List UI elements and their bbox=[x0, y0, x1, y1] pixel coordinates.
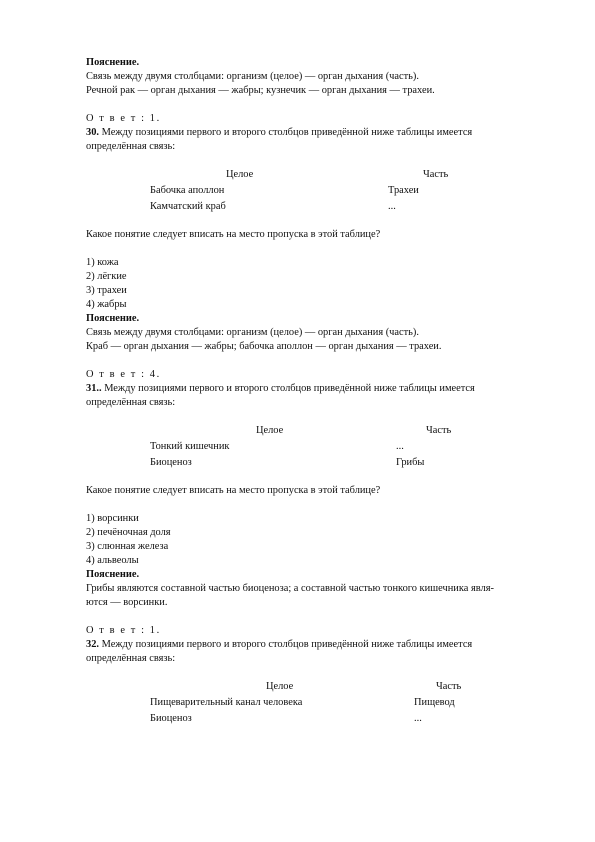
relation-table bbox=[86, 672, 526, 726]
answer-line: О т в е т : 4. bbox=[86, 369, 161, 380]
explanation-line: Речной рак — орган дыхания — жабры; кузнечик — орган дыхания — трахеи. bbox=[86, 85, 435, 96]
answer-line: О т в е т : 1. bbox=[86, 113, 161, 124]
answer-option: 3) слюнная железа bbox=[86, 541, 169, 552]
task-question-text: определённая связь: bbox=[86, 397, 176, 408]
table-header-part: Часть bbox=[423, 169, 449, 180]
explanation-heading: Пояснение. bbox=[86, 57, 140, 68]
table-cell-whole: Тонкий кишечник bbox=[150, 441, 230, 452]
task-question-text: Между позициями первого и второго столбцов приведённой ниже таблицы имеется bbox=[99, 127, 473, 138]
explanation-heading: Пояснение. bbox=[86, 313, 140, 324]
table-cell-part: Пищевод bbox=[414, 697, 455, 708]
task-number: 32. bbox=[86, 639, 99, 650]
task-question-text: Между позициями первого и второго столбцов приведённой ниже таблицы имеется bbox=[99, 639, 473, 650]
table-cell-whole: Камчатский краб bbox=[150, 201, 226, 212]
table-cell-whole: Пищеварительный канал человека bbox=[150, 697, 303, 708]
answer-option: 1) кожа bbox=[86, 257, 119, 268]
table-cell-part: ... bbox=[388, 201, 396, 212]
table-cell-part: ... bbox=[396, 441, 404, 452]
explanation-line: ются — ворсинки. bbox=[86, 597, 168, 608]
table-header-whole: Целое bbox=[256, 425, 284, 436]
explanation-line: Краб — орган дыхания — жабры; бабочка аполлон — орган дыхания — трахеи. bbox=[86, 341, 442, 352]
relation-table bbox=[86, 416, 526, 470]
task-question-text: определённая связь: bbox=[86, 141, 176, 152]
table-header-whole: Целое bbox=[266, 681, 294, 692]
task-number: 31.. bbox=[86, 383, 102, 394]
relation-table bbox=[86, 160, 526, 214]
table-header-part: Часть bbox=[436, 681, 462, 692]
answer-option: 4) альвеолы bbox=[86, 555, 139, 566]
table-cell-part: Трахеи bbox=[388, 185, 419, 196]
task-question bbox=[86, 638, 526, 652]
task-question-text: Между позициями первого и второго столбцов приведённой ниже таблицы имеется bbox=[101, 383, 475, 394]
task-question bbox=[86, 382, 526, 396]
answer-option: 2) печёночная доля bbox=[86, 527, 171, 538]
table-cell-whole: Бабочка аполлон bbox=[150, 185, 225, 196]
explanation-line: Связь между двумя столбцами: организм (целое) — орган дыхания (часть). bbox=[86, 327, 419, 338]
table-cell-whole: Биоценоз bbox=[150, 457, 192, 468]
table-cell-whole: Биоценоз bbox=[150, 713, 192, 724]
task-prompt: Какое понятие следует вписать на место пропуска в этой таблице? bbox=[86, 485, 381, 496]
table-header-whole: Целое bbox=[226, 169, 254, 180]
task-question-text: определённая связь: bbox=[86, 653, 176, 664]
task-question bbox=[86, 126, 526, 140]
table-header-part: Часть bbox=[426, 425, 452, 436]
answer-option: 3) трахеи bbox=[86, 285, 127, 296]
task-prompt: Какое понятие следует вписать на место пропуска в этой таблице? bbox=[86, 229, 381, 240]
answer-option: 4) жабры bbox=[86, 299, 127, 310]
explanation-line: Грибы являются составной частью биоценоза; а составной частью тонкого кишечника явля- bbox=[86, 583, 494, 594]
task-number: 30. bbox=[86, 127, 99, 138]
answer-option: 1) ворсинки bbox=[86, 513, 139, 524]
answer-option: 2) лёгкие bbox=[86, 271, 127, 282]
table-cell-part: Грибы bbox=[396, 457, 425, 468]
table-cell-part: ... bbox=[414, 713, 422, 724]
answer-line: О т в е т : 1. bbox=[86, 625, 161, 636]
explanation-line: Связь между двумя столбцами: организм (целое) — орган дыхания (часть). bbox=[86, 71, 419, 82]
explanation-heading: Пояснение. bbox=[86, 569, 140, 580]
document-page bbox=[86, 56, 526, 726]
